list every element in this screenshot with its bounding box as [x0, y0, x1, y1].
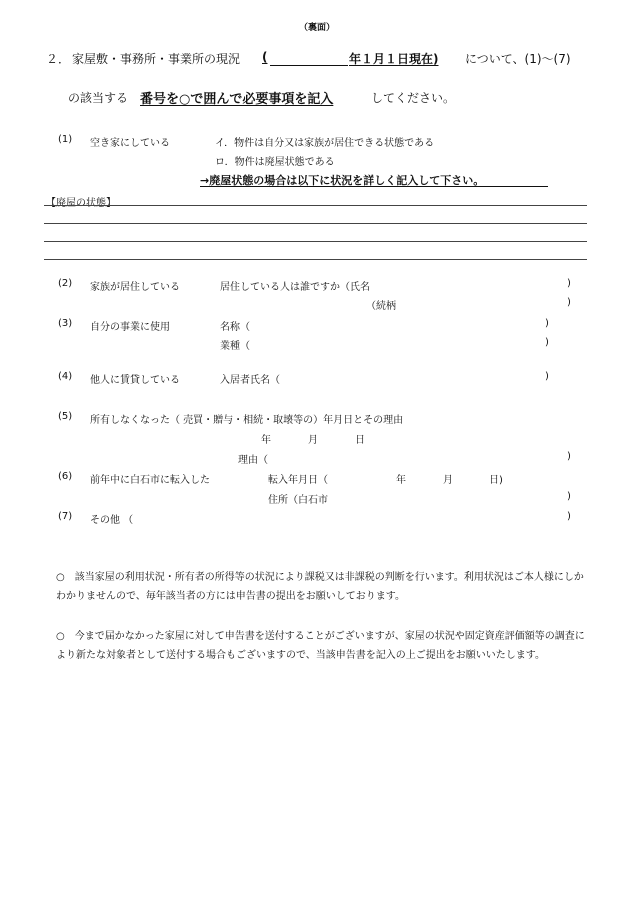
item3-number: (3)	[58, 318, 73, 329]
item3-label: 自分の事業に使用	[90, 322, 170, 333]
item7-close: )	[567, 511, 571, 522]
note-taxation: ○ 該当家屋の利用状況・所有者の所得等の状況により課税又は非課税の判断を行います。利用状況はご本人様にしかわかりませんので、毎年該当者の方には申告書の提出をお願いしております。	[56, 572, 584, 602]
item6-number: (6)	[58, 471, 73, 482]
item4-tenant-field[interactable]: 入居者氏名（	[220, 375, 280, 386]
item4-number: (4)	[58, 371, 73, 382]
item6-address-field[interactable]: 住所（白石市	[268, 495, 328, 506]
section-title: 家屋敷・事務所・事業所の現況	[72, 52, 241, 66]
item3-industry-close: )	[545, 337, 549, 348]
item5-label: 所有しなくなった（ 売買・贈与・相続・取壊等の）年月日とその理由	[90, 415, 404, 426]
item1-option-a: イ．物件は自分又は家族が居住できる状態である	[215, 138, 435, 149]
date-blank-underline	[270, 65, 348, 66]
item3-business-name-field[interactable]: 名称（	[220, 322, 250, 333]
item6-day: 日)	[489, 475, 503, 486]
item1-label: 空き家にしている	[90, 138, 170, 149]
ruined-state-line-3[interactable]	[44, 241, 587, 242]
item6-move-in-date-field[interactable]: 転入年月日（	[268, 475, 328, 486]
item7-other-field[interactable]: その他 （	[90, 515, 134, 526]
item6-label: 前年中に白石市に転入した	[90, 475, 210, 486]
section-number: ２．	[46, 52, 71, 66]
item7-number: (7)	[58, 511, 73, 522]
item3-business-name-close: )	[545, 318, 549, 329]
item4-tenant-close: )	[545, 371, 549, 382]
item5-number: (5)	[58, 411, 73, 422]
item5-reason-field[interactable]: 理由（	[238, 455, 268, 466]
item4-label: 他人に賃貸している	[90, 375, 180, 386]
section-title-suffix: について、(1)～(7)	[465, 52, 571, 66]
item6-month: 月	[443, 475, 453, 486]
item1-option-b: ロ．物件は廃屋状態である	[215, 157, 335, 168]
note-sending: ○ 今まで届かなかった家屋に対して申告書を送付することがございますが、家屋の状況や固定資産評価額等の調査により新たな対象者として送付する場合もございますので、当該申告書を記入の上ご提出をお願いいたします。	[56, 631, 585, 661]
item2-name-field[interactable]: 居住している人は誰ですか（氏名	[220, 282, 370, 293]
ruined-state-line-4[interactable]	[44, 259, 587, 260]
item2-relation-field[interactable]: （続柄	[366, 301, 396, 312]
item5-month: 月	[308, 435, 318, 446]
item2-name-close: )	[567, 278, 571, 289]
date-open-paren: (	[262, 50, 268, 64]
instruction-suffix: してください。	[371, 91, 456, 105]
item6-year: 年	[396, 475, 406, 486]
item1-note-underline	[200, 186, 548, 187]
item5-year: 年	[261, 435, 271, 446]
ruined-state-line-1[interactable]	[44, 205, 587, 206]
item1-number: (1)	[58, 134, 73, 145]
page-header: （裏面）	[299, 23, 336, 33]
item1-note: →廃屋状態の場合は以下に状況を詳しく記入して下さい。	[200, 174, 485, 187]
ruined-state-label: 【廃屋の状態】	[46, 198, 116, 209]
item2-number: (2)	[58, 278, 73, 289]
item5-reason-close: )	[567, 451, 571, 462]
ruined-state-line-2[interactable]	[44, 223, 587, 224]
instruction-prefix: の該当する	[68, 91, 129, 105]
item3-industry-field[interactable]: 業種（	[220, 341, 250, 352]
item6-address-close: )	[567, 491, 571, 502]
item5-day: 日	[355, 435, 365, 446]
instruction-emphasis: 番号を○で囲んで必要事項を記入	[140, 92, 334, 107]
date-text: 年１月１日現在)	[349, 52, 439, 66]
item2-label: 家族が居住している	[90, 282, 180, 293]
item2-relation-close: )	[567, 297, 571, 308]
